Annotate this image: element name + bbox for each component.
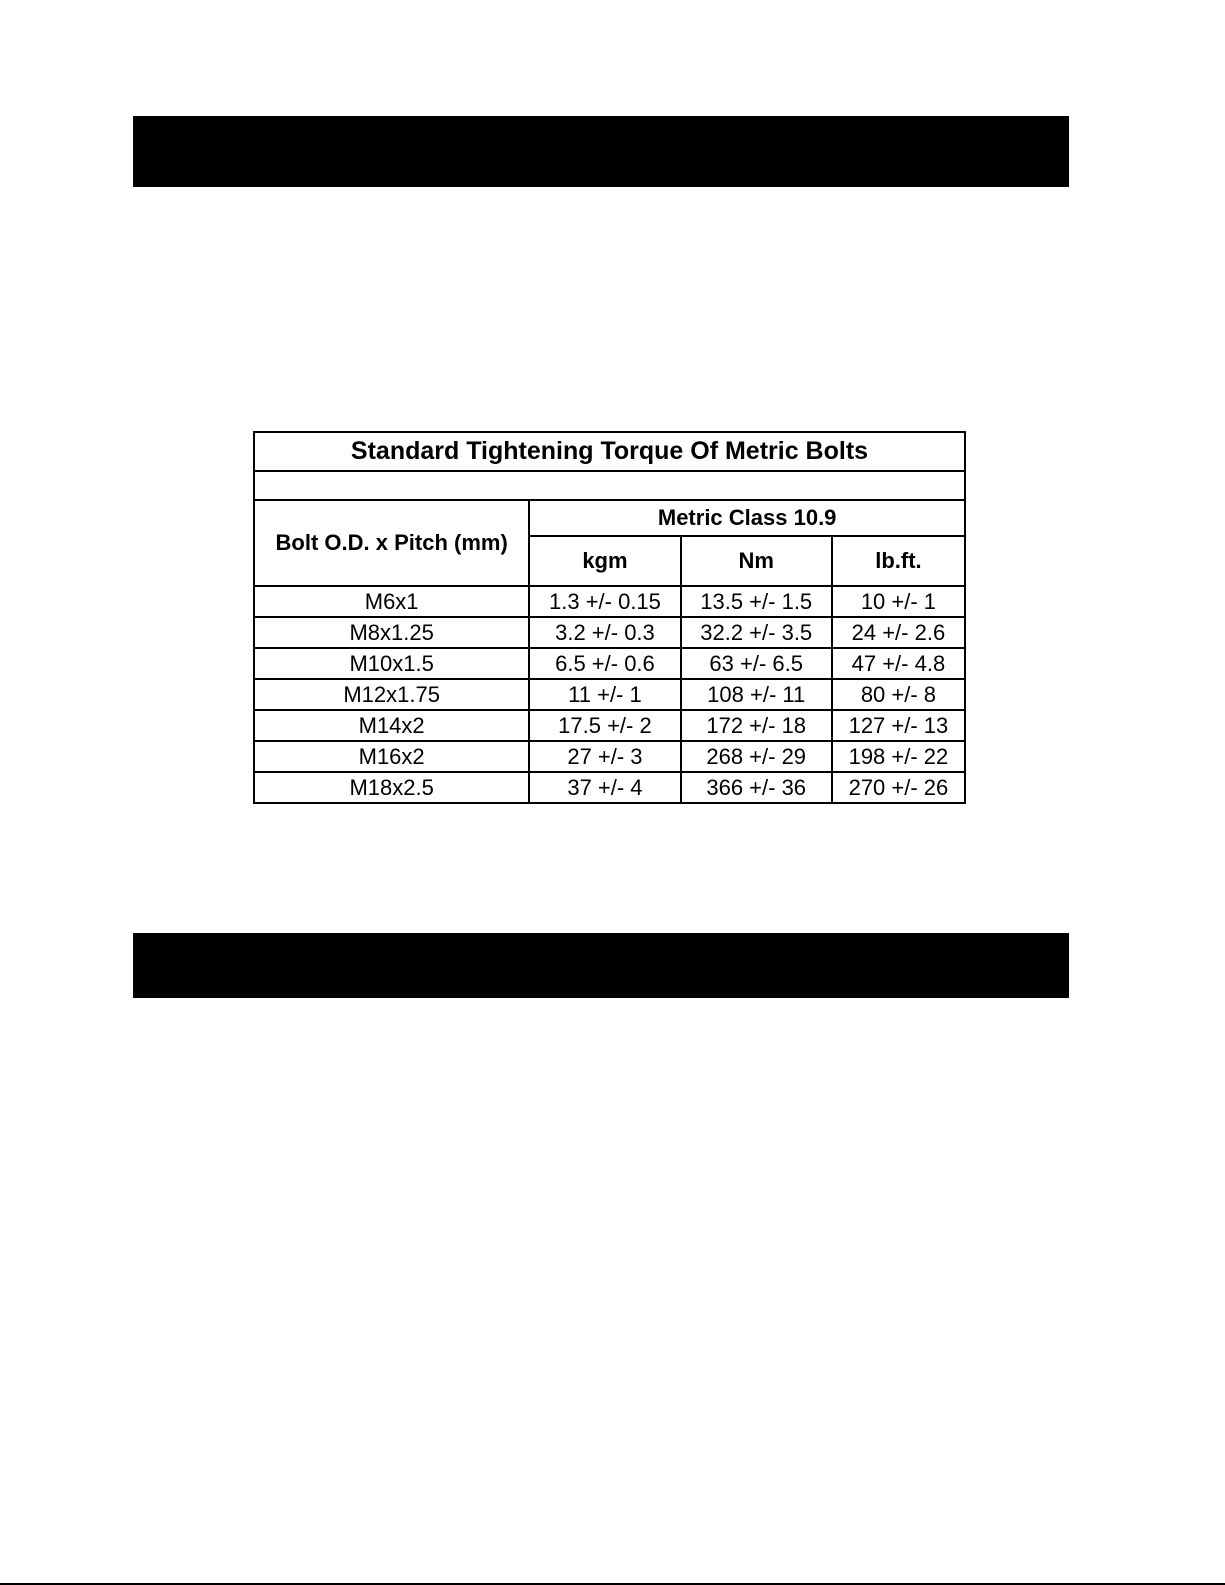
unit-header-kgm: kgm [529, 536, 680, 586]
torque-lbft: 127 +/- 13 [832, 710, 965, 741]
torque-nm: 32.2 +/- 3.5 [681, 617, 832, 648]
torque-lbft: 24 +/- 2.6 [832, 617, 965, 648]
torque-kgm: 1.3 +/- 0.15 [529, 586, 680, 617]
torque-lbft: 198 +/- 22 [832, 741, 965, 772]
table-row [254, 586, 965, 617]
torque-nm: 63 +/- 6.5 [681, 648, 832, 679]
bolt-size: M6x1 [254, 586, 529, 617]
torque-nm: 108 +/- 11 [681, 679, 832, 710]
torque-kgm: 27 +/- 3 [529, 741, 680, 772]
unit-header-lbft: lb.ft. [832, 536, 965, 586]
table-row [254, 679, 965, 710]
bolt-size: M10x1.5 [254, 648, 529, 679]
torque-lbft: 80 +/- 8 [832, 679, 965, 710]
torque-kgm: 11 +/- 1 [529, 679, 680, 710]
torque-kgm: 6.5 +/- 0.6 [529, 648, 680, 679]
table-row [254, 648, 965, 679]
torque-lbft: 47 +/- 4.8 [832, 648, 965, 679]
bolt-size: M14x2 [254, 710, 529, 741]
torque-kgm: 3.2 +/- 0.3 [529, 617, 680, 648]
torque-lbft: 10 +/- 1 [832, 586, 965, 617]
top-black-banner [133, 116, 1069, 187]
torque-nm: 13.5 +/- 1.5 [681, 586, 832, 617]
table-title: Standard Tightening Torque Of Metric Bolts [254, 432, 965, 471]
table-row [254, 741, 965, 772]
torque-nm: 366 +/- 36 [681, 772, 832, 803]
class-header: Metric Class 10.9 [529, 500, 965, 536]
bolt-size: M18x2.5 [254, 772, 529, 803]
table-row [254, 710, 965, 741]
torque-kgm: 17.5 +/- 2 [529, 710, 680, 741]
table-row [254, 772, 965, 803]
torque-table [253, 431, 966, 804]
unit-header-nm: Nm [681, 536, 832, 586]
torque-lbft: 270 +/- 26 [832, 772, 965, 803]
table-row [254, 617, 965, 648]
bottom-black-banner [133, 933, 1069, 998]
bolt-header: Bolt O.D. x Pitch (mm) [254, 500, 529, 586]
bolt-size: M16x2 [254, 741, 529, 772]
torque-nm: 172 +/- 18 [681, 710, 832, 741]
bolt-size: M12x1.75 [254, 679, 529, 710]
torque-kgm: 37 +/- 4 [529, 772, 680, 803]
torque-nm: 268 +/- 29 [681, 741, 832, 772]
blank-row [254, 471, 965, 500]
bolt-size: M8x1.25 [254, 617, 529, 648]
